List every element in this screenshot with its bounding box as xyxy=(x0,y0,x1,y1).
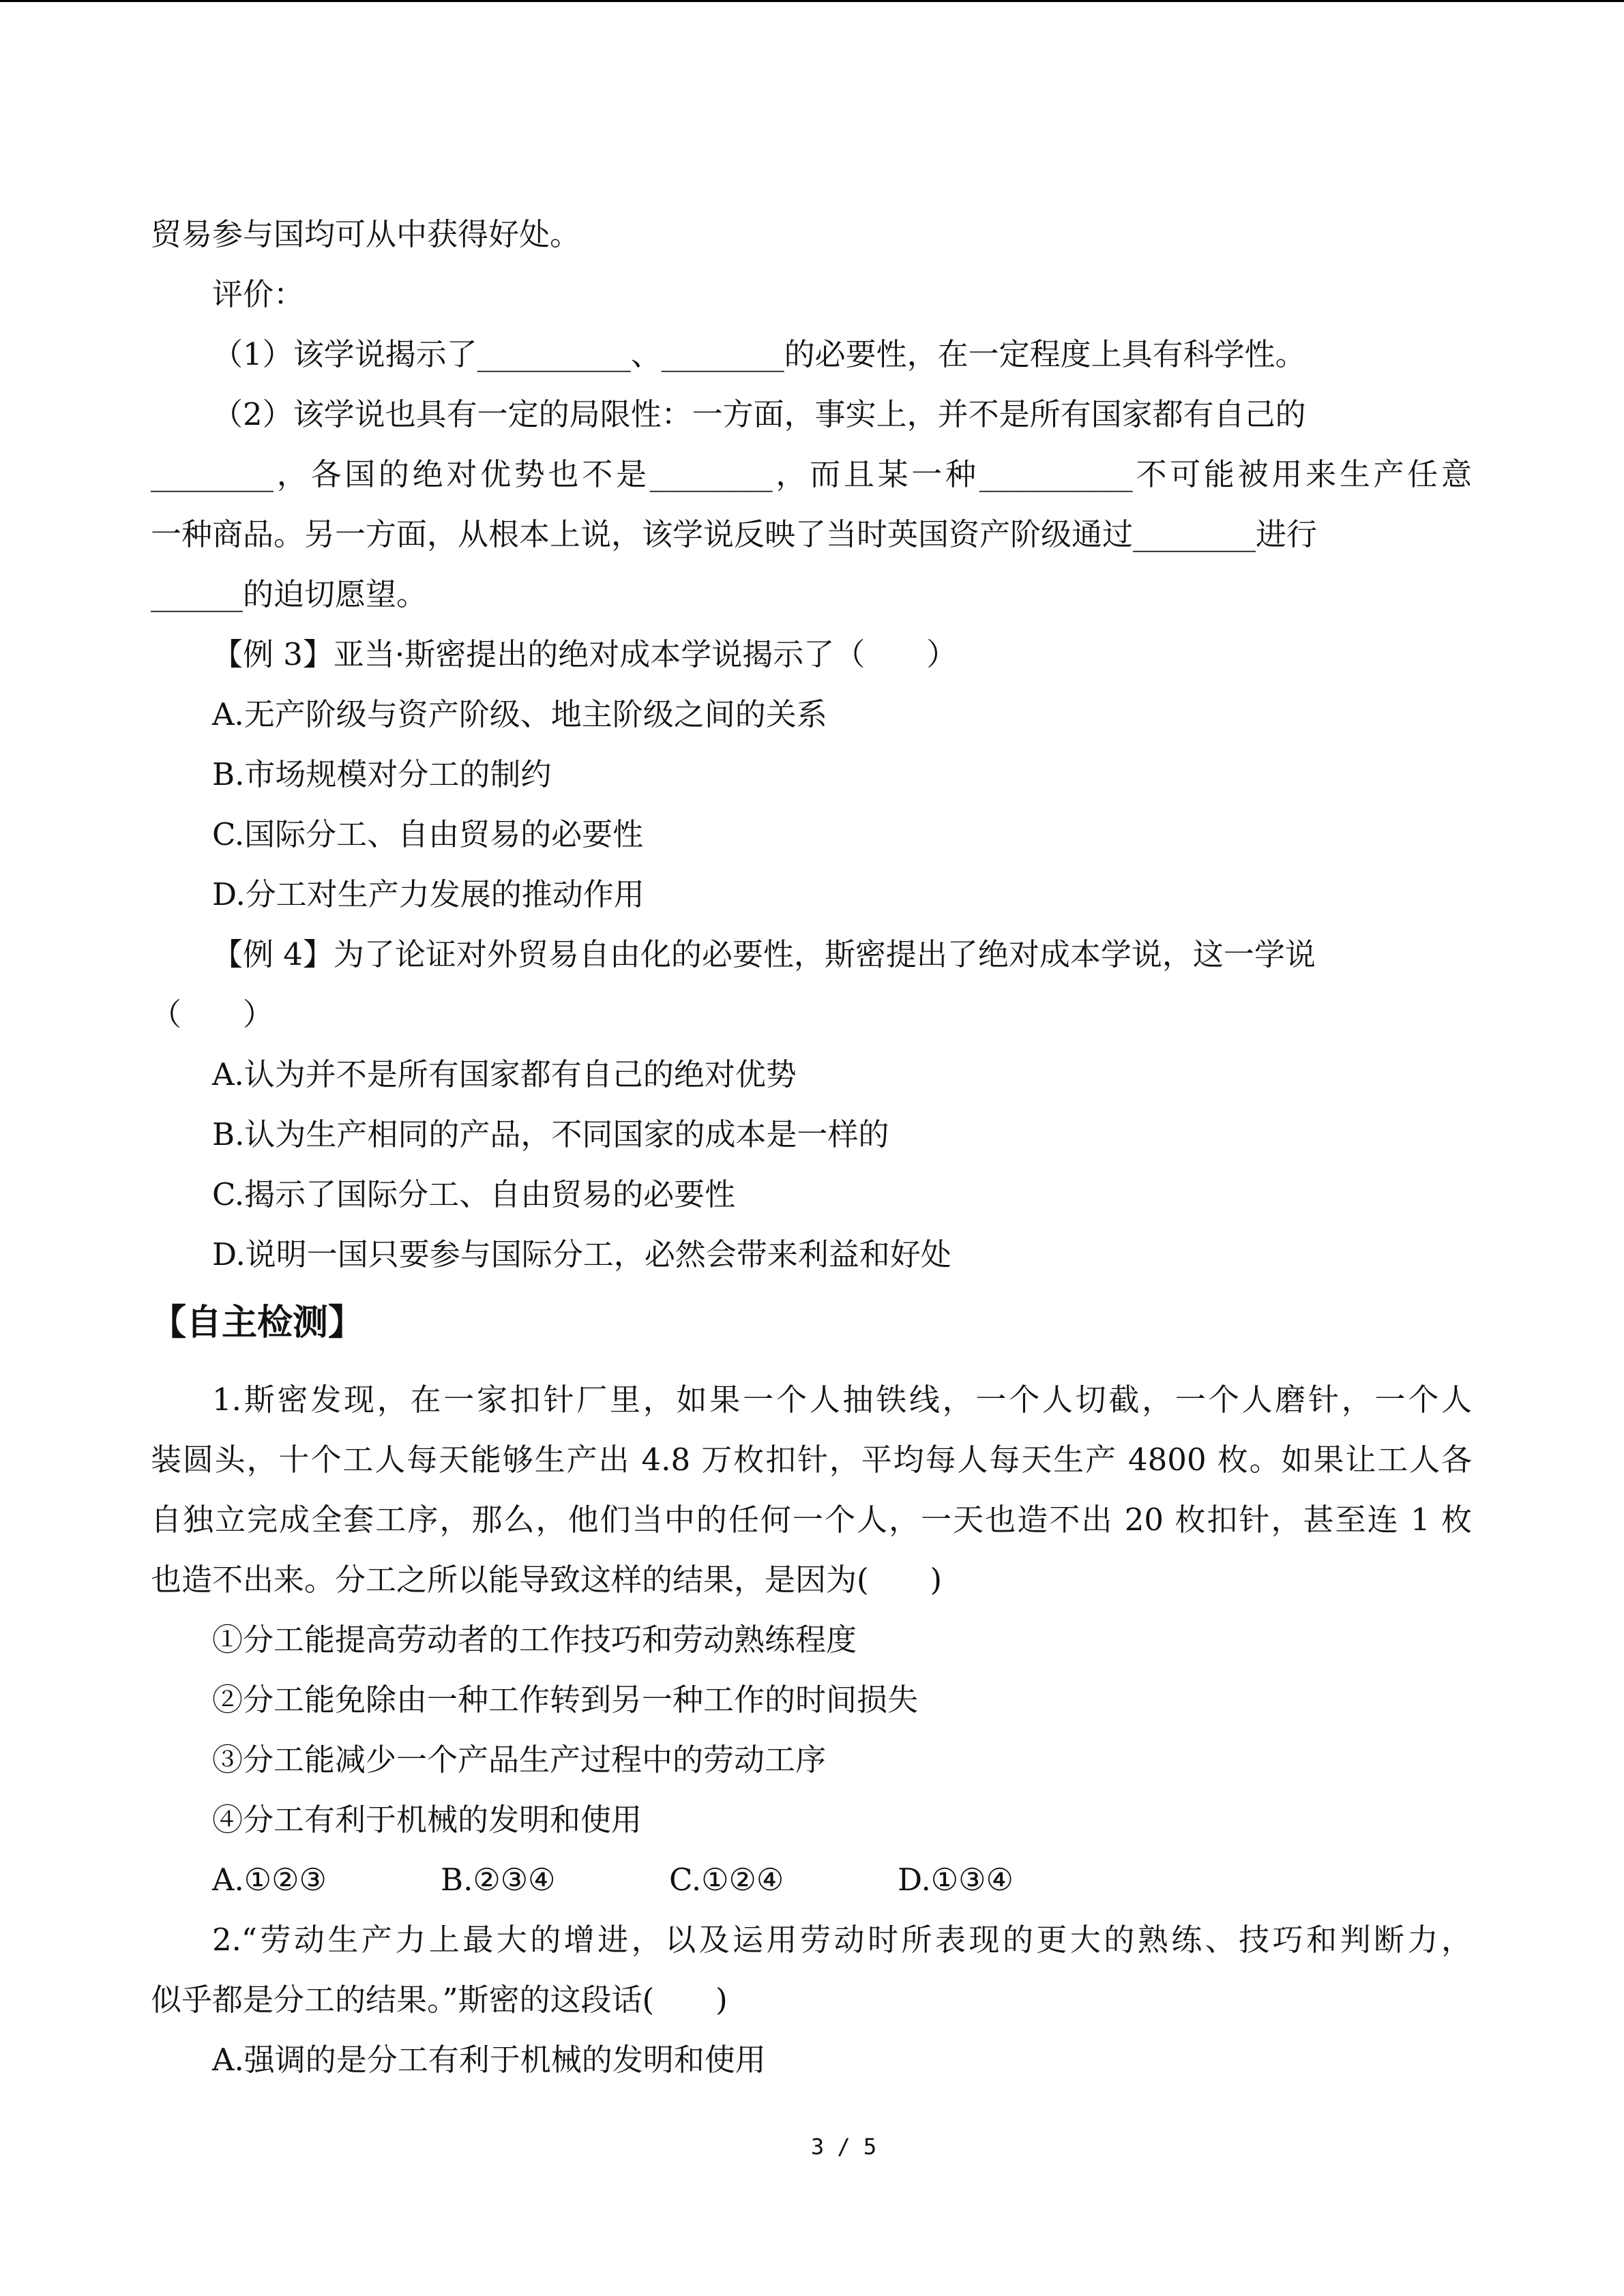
question-1-option: A.①②③ xyxy=(212,1862,327,1898)
evaluation-point-2-line: ________，各国的绝对优势也不是________，而且某一种__________不可能被用来生产任意 xyxy=(151,456,1472,492)
evaluation-point-1: （1）该学说揭示了__________、________的必要性，在一定程度上具有科学性。 xyxy=(212,336,1306,372)
question-2-option: A.强调的是分工有利于机械的发明和使用 xyxy=(212,2042,766,2078)
example-4-stem: 【例 4】为了论证对外贸易自由化的必要性，斯密提出了绝对成本学说，这一学说 xyxy=(212,936,1316,972)
question-1-stem: 装圆头，十个工人每天能够生产出 4.8 万枚扣针，平均每人每天生产 4800 枚。如果让工人各 xyxy=(151,1442,1472,1478)
question-1-option: B.②③④ xyxy=(441,1862,556,1898)
question-2-stem: 似乎都是分工的结果。”斯密的这段话( ) xyxy=(151,1982,728,2018)
question-1-statement: ③分工能减少一个产品生产过程中的劳动工序 xyxy=(212,1742,827,1778)
example-3-option: D.分工对生产力发展的推动作用 xyxy=(212,876,645,912)
example-4-option: A.认为并不是所有国家都有自己的绝对优势 xyxy=(212,1056,797,1092)
question-1-statement: ④分工有利于机械的发明和使用 xyxy=(212,1802,643,1838)
example-4-option: C.揭示了国际分工、自由贸易的必要性 xyxy=(212,1176,736,1212)
example-4-option: D.说明一国只要参与国际分工，必然会带来利益和好处 xyxy=(212,1236,951,1272)
evaluation-point-2-line: 一种商品。另一方面，从根本上说，该学说反映了当时英国资产阶级通过________进行 xyxy=(151,516,1318,552)
example-3-option: C.国际分工、自由贸易的必要性 xyxy=(212,816,644,852)
page-content xyxy=(151,205,1472,2090)
top-border-line xyxy=(0,0,1624,2)
evaluation-point-2-line: ______的迫切愿望。 xyxy=(151,576,428,612)
section-heading-self-check: 【自主检测】 xyxy=(151,1302,364,1343)
question-1-stem: 1.斯密发现，在一家扣针厂里，如果一个人抽铁线，一个人切截，一个人磨针，一个人 xyxy=(212,1382,1472,1418)
evaluation-point-2-line: （2）该学说也具有一定的局限性：一方面，事实上，并不是所有国家都有自己的 xyxy=(212,396,1306,432)
example-3-option: A.无产阶级与资产阶级、地主阶级之间的关系 xyxy=(212,696,827,732)
question-1-option: D.①③④ xyxy=(898,1862,1014,1898)
question-1-option: C.①②④ xyxy=(669,1862,784,1898)
question-1-stem: 也造不出来。分工之所以能导致这样的结果，是因为( ) xyxy=(151,1562,943,1598)
question-2-stem: 2.“劳动生产力上最大的增进，以及运用劳动时所表现的更大的熟练、技巧和判断力， xyxy=(212,1922,1472,1958)
example-4-stem: （ ） xyxy=(151,996,274,1032)
paragraph-continuation: 贸易参与国均可从中获得好处。 xyxy=(151,216,581,252)
question-1-statement: ①分工能提高劳动者的工作技巧和劳动熟练程度 xyxy=(212,1622,857,1658)
question-1-options xyxy=(151,1850,1472,1910)
page-number: 3 / 5 xyxy=(810,2134,877,2160)
evaluation-label: 评价： xyxy=(212,276,305,312)
example-4-option: B.认为生产相同的产品，不同国家的成本是一样的 xyxy=(212,1116,889,1152)
example-3-option: B.市场规模对分工的制约 xyxy=(212,756,552,792)
example-3-stem: 【例 3】亚当·斯密提出的绝对成本学说揭示了（ ） xyxy=(212,636,958,672)
question-1-stem: 自独立完成全套工序，那么，他们当中的任何一个人，一天也造不出 20 枚扣针，甚至连 1 枚 xyxy=(151,1502,1472,1538)
question-1-statement: ②分工能免除由一种工作转到另一种工作的时间损失 xyxy=(212,1682,919,1718)
